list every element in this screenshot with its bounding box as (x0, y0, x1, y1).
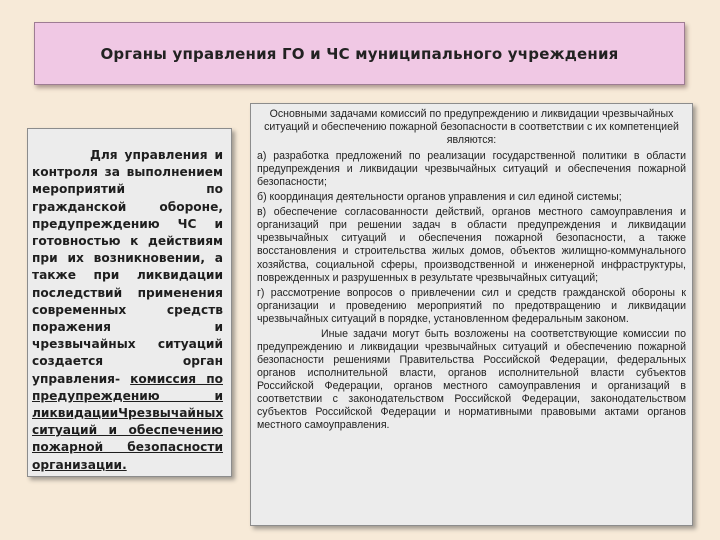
left-text-panel (27, 128, 232, 477)
task-item-b: б) координация деятельности органов управления и сил единой системы; (257, 191, 622, 204)
commission-link-text: комиссия по предупреждению и ликвидацииЧрезвычайных ситуаций и обеспечению пожарной безопасности организации. (32, 371, 224, 472)
task-item-d: г) рассмотрение вопросов о привлечении сил и средств гражданской обороны к организации и проведению мероприятий по предотвращению и ликвидации чрезвычайных ситуаций в порядке, установленном федеральным законом. (257, 286, 686, 325)
left-panel-paragraph (32, 147, 223, 474)
task-item-a: а) разработка предложений по реализации государственной политики в области предупреждения и ликвидации чрезвычайных ситуаций и обеспечения пожарной безопасности; (257, 150, 686, 189)
right-text-panel (250, 103, 693, 526)
slide-title: Органы управления ГО и ЧС муниципального учреждения (100, 44, 619, 63)
left-panel-text: Для управления и контроля за выполнением мероприятий по гражданской обороне, предупреждению ЧС и готовностью к действиям при их возникновении, а также при ликвидации последствий применения современных средств поражения и чрезвычайных ситуаций создается орган управления- (32, 148, 223, 386)
slide-title-box (34, 22, 685, 85)
other-tasks-paragraph: Иные задачи могут быть возложены на соответствующие комиссии по предупреждению и ликвидации чрезвычайных ситуаций и обеспечению пожарной безопасности решениями Правительства Российской Федерации, федеральных органов исполнительной власти, органов исполнительной власти субъектов Российской Федерации, органов местного самоуправления и организаций в соответствии с законодательством Российской Федерации, законодательством субъектов Российской Федерации и нормативными правовыми актами органов местного самоуправления. (257, 327, 686, 432)
task-item-c: в) обеспечение согласованности действий, органов местного самоуправления и организаций при решении задач в области предупреждения и ликвидации чрезвычайных ситуаций и обеспечения пожарной безопасности, а также восстановления и строительства жилых домов, объектов жилищно-коммунального хозяйства, социальной сферы, производственной и инженерной инфраструктуры, поврежденных и разрушенных в результате чрезвычайных ситуаций; (257, 206, 686, 284)
tasks-intro: Основными задачами комиссий по предупреждению и ликвидации чрезвычайных ситуаций и обеспечению пожарной безопасности в соответствии с их компетенцией являются: (264, 108, 679, 147)
